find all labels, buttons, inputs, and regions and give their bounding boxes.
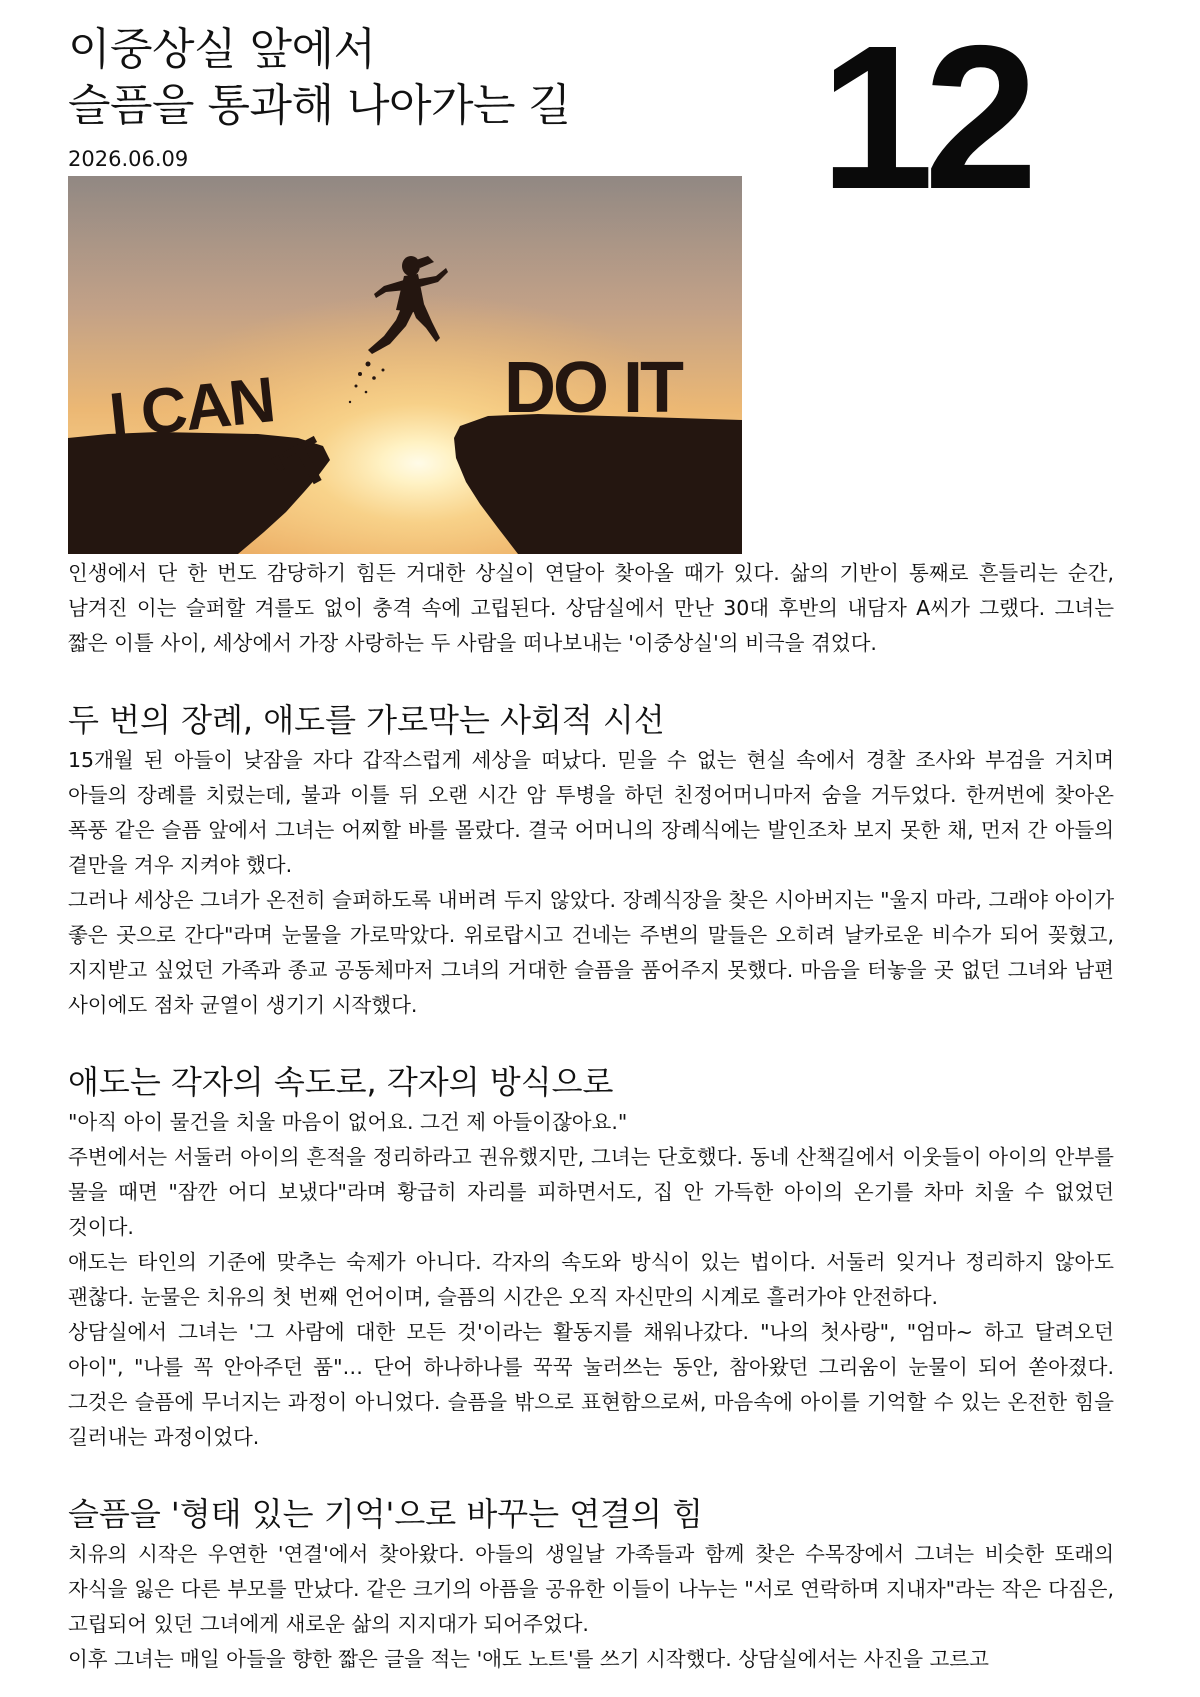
hero-text-right: DO IT [504, 348, 681, 428]
section-1-paragraph-1: 15개월 된 아들이 낮잠을 자다 갑작스럽게 세상을 떠났다. 믿을 수 없는 현실 속에서 경찰 조사와 부검을 거치며 아들의 장례를 치렀는데, 불과 이틀 뒤 오랜 시간 암 투병을 하던 친정어머니마저 숨을 거두었다. 한꺼번에 찾아온 폭풍 같은 슬픔 앞에서 그녀는 어찌할 바를 몰랐다. 결국 어머니의 장례식에는 발인조차 보지 못한 채, 먼저 간 아들의 곁만을 겨우 지켜야 했다. [68, 748, 1114, 877]
section-3-paragraph-1: 치유의 시작은 우연한 '연결'에서 찾아왔다. 아들의 생일날 가족들과 함께 찾은 수목장에서 그녀는 비슷한 또래의 자식을 잃은 다른 부모를 만났다. 같은 크기의 아픔을 공유한 이들이 나누는 "서로 연락하며 지내자"라는 작은 다짐은, 고립되어 있던 그녀에게 새로운 삶의 지지대가 되어주었다. [68, 1542, 1114, 1636]
article-body [68, 556, 1114, 1677]
section-2-quote: "아직 아이 물건을 치울 마음이 없어요. 그건 제 아들이잖아요." [68, 1110, 628, 1134]
hero-photo-illustration [68, 176, 742, 554]
hero-text-left: I CAN [105, 363, 277, 452]
section-2-paragraph-2: 애도는 타인의 기준에 맞추는 숙제가 아니다. 각자의 속도와 방식이 있는 법이다. 서둘러 잊거나 정리하지 않아도 괜찮다. 눈물은 치유의 첫 번째 언어이며, 슬픔의 시간은 오직 자신만의 시계로 흘러가야 안전하다. [68, 1250, 1114, 1309]
title-line-2: 슬픔을 통과해 나아가는 길 [68, 80, 571, 131]
section-heading-2: 애도는 각자의 속도로, 각자의 방식으로 [68, 1063, 614, 1101]
intro-paragraph: 인생에서 단 한 번도 감당하기 힘든 거대한 상실이 연달아 찾아올 때가 있다. 삶의 기반이 통째로 흔들리는 순간, 남겨진 이는 슬퍼할 겨를도 없이 충격 속에 고립된다. 상담실에서 만난 30대 후반의 내담자 A씨가 그랬다. 그녀는 짧은 이틀 사이, 세상에서 가장 사랑하는 두 사람을 떠나보내는 '이중상실'의 비극을 겪었다. [68, 561, 1114, 655]
section-1-paragraph-2: 그러나 세상은 그녀가 온전히 슬퍼하도록 내버려 두지 않았다. 장례식장을 찾은 시아버지는 "울지 마라, 그래야 아이가 좋은 곳으로 간다"라며 눈물을 가로막았다. 위로랍시고 건네는 주변의 말들은 오히려 날카로운 비수가 되어 꽂혔고, 지지받고 싶었던 가족과 종교 공동체마저 그녀의 거대한 슬픔을 품어주지 못했다. 마음을 터놓을 곳 없던 그녀와 남편 사이에도 점차 균열이 생기기 시작했다. [68, 888, 1114, 1017]
article-title [68, 22, 571, 134]
section-2-paragraph-3: 상담실에서 그녀는 '그 사람에 대한 모든 것'이라는 활동지를 채워나갔다. "나의 첫사랑", "엄마~ 하고 달려오던 아이", "나를 꼭 안아주던 품"… 단어 하나하나를 꾹꾹 눌러쓰는 동안, 참아왔던 그리움이 눈물이 되어 쏟아졌다. 그것은 슬픔에 무너지는 과정이 아니었다. 슬픔을 밖으로 표현함으로써, 마음속에 아이를 기억할 수 있는 온전한 힘을 길러내는 과정이었다. [68, 1320, 1114, 1449]
section-2-paragraph-1: 주변에서는 서둘러 아이의 흔적을 정리하라고 권유했지만, 그녀는 단호했다. 동네 산책길에서 이웃들이 아이의 안부를 물을 때면 "잠깐 어디 보냈다"라며 황급히 자리를 피하면서도, 집 안 가득한 아이의 온기를 차마 치울 수 없었던 것이다. [68, 1145, 1114, 1239]
title-line-1: 이중상실 앞에서 [68, 24, 376, 75]
publish-date: 2026.06.09 [68, 147, 189, 171]
section-3-paragraph-2: 이후 그녀는 매일 아들을 향한 짧은 글을 적는 '애도 노트'를 쓰기 시작했다. 상담실에서는 사진을 고르고 [68, 1647, 989, 1671]
hero-text-falling: 'T [262, 424, 342, 511]
section-heading-3: 슬픔을 '형태 있는 기억'으로 바꾸는 연결의 힘 [68, 1495, 704, 1533]
section-heading-1: 두 번의 장례, 애도를 가로막는 사회적 시선 [68, 701, 665, 739]
hero-image [68, 176, 742, 554]
issue-number: 12 [820, 3, 1029, 232]
